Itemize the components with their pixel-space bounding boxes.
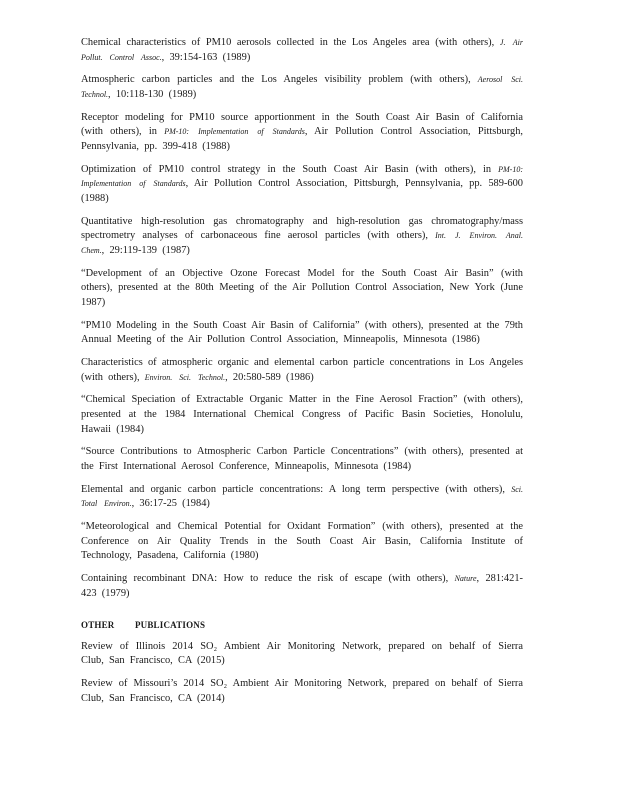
publication-entry: [81, 445, 523, 474]
book-title: PM-10: Implementation of Standards: [81, 164, 523, 189]
entry-citation: , 39:154-163 (1989): [161, 51, 251, 63]
publication-entry: [81, 572, 523, 601]
publications-list: [81, 36, 523, 601]
other-publications-list: [81, 640, 523, 707]
publication-entry: [81, 356, 523, 385]
entry-text: Elemental and organic carbon particle concentrations: A long term perspective (with others),: [81, 483, 512, 495]
journal-title: Int. J. Environ. Anal. Chem.: [81, 231, 523, 255]
entry-text: Optimization of PM10 control strategy in the South Coast Air Basin (with others), in: [81, 163, 499, 175]
publication-entry: [81, 163, 523, 207]
entry-text: Review of Missouri’s 2014 SO₂ Ambient Air Monitoring Network, prepared on behalf of Sierra Club, San Francisco, CA (2014): [81, 678, 523, 704]
entry-text: Containing recombinant DNA: How to reduce the risk of escape (with others),: [81, 573, 455, 585]
publication-entry: [81, 267, 523, 311]
entry-citation: , 281:421-423 (1979): [81, 573, 523, 599]
document-page: [81, 36, 523, 706]
entry-citation: , Air Pollution Control Association, Pittsburgh, Pennsylvania, pp. 399-418 (1988): [81, 126, 523, 152]
journal-title: Nature: [454, 574, 477, 584]
entry-citation: , Air Pollution Control Association, Pittsburgh, Pennsylvania, pp. 589-600 (1988): [81, 178, 523, 204]
entry-text: “Source Contributions to Atmospheric Carbon Particle Concentrations” (with others), presented at the First International Aerosol Conference, Minneapolis, Minnesota (1984): [81, 446, 523, 472]
entry-text: Quantitative high-resolution gas chromatography and high-resolution gas chromatography/mass spectrometry analyses of carbonaceous fine aerosol particles (with others),: [81, 215, 523, 242]
publication-entry: [81, 111, 523, 155]
entry-text: Receptor modeling for PM10 source apportionment in the South Coast Air Basin of California (with others), in: [81, 111, 523, 138]
entry-text: Atmospheric carbon particles and the Los Angeles visibility problem (with others),: [81, 74, 478, 86]
publication-entry: [81, 677, 523, 706]
entry-citation: , 29:119-139 (1987): [101, 244, 190, 256]
publication-entry: [81, 483, 523, 512]
publication-entry: [81, 640, 523, 669]
entry-text: “Development of an Objective Ozone Forecast Model for the South Coast Air Basin” (with others), presented at the 80th Meeting of the Air Pollution Control Association, New York (June 1987): [81, 267, 523, 308]
entry-citation: , 10:118-130 (1989): [108, 88, 197, 100]
book-title: PM-10: Implementation of Standards: [164, 127, 305, 137]
entry-citation: , 20:580-589 (1986): [225, 371, 314, 383]
publication-entry: [81, 215, 523, 259]
entry-text: “PM10 Modeling in the South Coast Air Basin of California” (with others), presented at the 79th Annual Meeting of the Air Pollution Control Association, Minneapolis, Minnesota (1986): [81, 319, 523, 346]
publication-entry: [81, 520, 523, 564]
publication-entry: [81, 319, 523, 348]
entry-citation: , 36:17-25 (1984): [131, 498, 210, 510]
journal-title: J. Air Pollut. Control Assoc.: [81, 38, 523, 62]
entry-text: Review of Illinois 2014 SO₂ Ambient Air Monitoring Network, prepared on behalf of Sierra Club, San Francisco, CA (2015): [81, 640, 523, 667]
publication-entry: [81, 73, 523, 102]
entry-text: Chemical characteristics of PM10 aerosols collected in the Los Angeles area (with others),: [81, 37, 500, 48]
journal-title: Environ. Sci. Technol.: [144, 372, 226, 382]
section-heading: OTHER PUBLICATIONS: [81, 620, 206, 631]
journal-title: Sci. Total Environ.: [81, 484, 523, 509]
publication-entry: [81, 393, 523, 437]
entry-text: Characteristics of atmospheric organic and elemental carbon particle concentrations in Los Angeles (with others),: [81, 357, 523, 383]
entry-text: “Meteorological and Chemical Potential for Oxidant Formation” (with others), presented at the Conference on Air Quality Trends in the South Coast Air Basin, California Institute of Technology, Pasadena, California (1980): [81, 521, 523, 562]
entry-text: “Chemical Speciation of Extractable Organic Matter in the Fine Aerosol Fraction” (with others), presented at the 1984 International Chemical Congress of Pacific Basin Societies, Honolulu, Hawaii (1984): [81, 394, 523, 435]
publication-entry: [81, 36, 523, 65]
journal-title: Aerosol Sci. Technol.: [81, 75, 523, 99]
